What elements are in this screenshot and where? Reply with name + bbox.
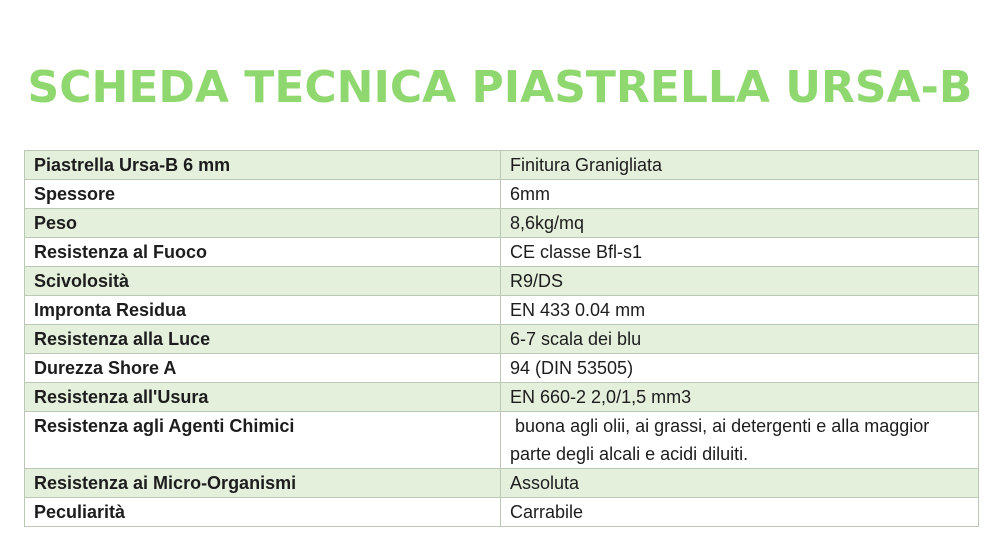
- spec-value: Finitura Granigliata: [501, 151, 979, 180]
- spec-label: Peculiarità: [25, 498, 501, 527]
- table-row: [25, 412, 979, 469]
- table-row: [25, 469, 979, 498]
- spec-label: Resistenza alla Luce: [25, 325, 501, 354]
- table-row: [25, 238, 979, 267]
- spec-value: EN 660-2 2,0/1,5 mm3: [501, 383, 979, 412]
- spec-table: [24, 150, 979, 527]
- spec-label: Resistenza agli Agenti Chimici: [25, 412, 501, 469]
- spec-value: buona agli olii, ai grassi, ai detergenti e alla maggior parte degli alcali e acidi diluiti.: [501, 412, 979, 469]
- spec-value: Carrabile: [501, 498, 979, 527]
- table-row: [25, 498, 979, 527]
- table-row: [25, 325, 979, 354]
- spec-label: Resistenza all'Usura: [25, 383, 501, 412]
- spec-label: Resistenza ai Micro-Organismi: [25, 469, 501, 498]
- spec-value: 94 (DIN 53505): [501, 354, 979, 383]
- page-title: SCHEDA TECNICA PIASTRELLA URSA-B: [27, 62, 973, 113]
- spec-label: Peso: [25, 209, 501, 238]
- table-row: [25, 296, 979, 325]
- spec-label: Piastrella Ursa-B 6 mm: [25, 151, 501, 180]
- spec-label: Impronta Residua: [25, 296, 501, 325]
- spec-label: Scivolosità: [25, 267, 501, 296]
- spec-label: Spessore: [25, 180, 501, 209]
- spec-value: Assoluta: [501, 469, 979, 498]
- spec-value: CE classe Bfl-s1: [501, 238, 979, 267]
- spec-value: R9/DS: [501, 267, 979, 296]
- spec-label: Resistenza al Fuoco: [25, 238, 501, 267]
- spec-value: EN 433 0.04 mm: [501, 296, 979, 325]
- table-row: [25, 383, 979, 412]
- table-row: [25, 180, 979, 209]
- table-row: [25, 267, 979, 296]
- table-row: [25, 151, 979, 180]
- table-row: [25, 354, 979, 383]
- spec-value: 6mm: [501, 180, 979, 209]
- spec-value: 6-7 scala dei blu: [501, 325, 979, 354]
- spec-label: Durezza Shore A: [25, 354, 501, 383]
- spec-value: 8,6kg/mq: [501, 209, 979, 238]
- table-row: [25, 209, 979, 238]
